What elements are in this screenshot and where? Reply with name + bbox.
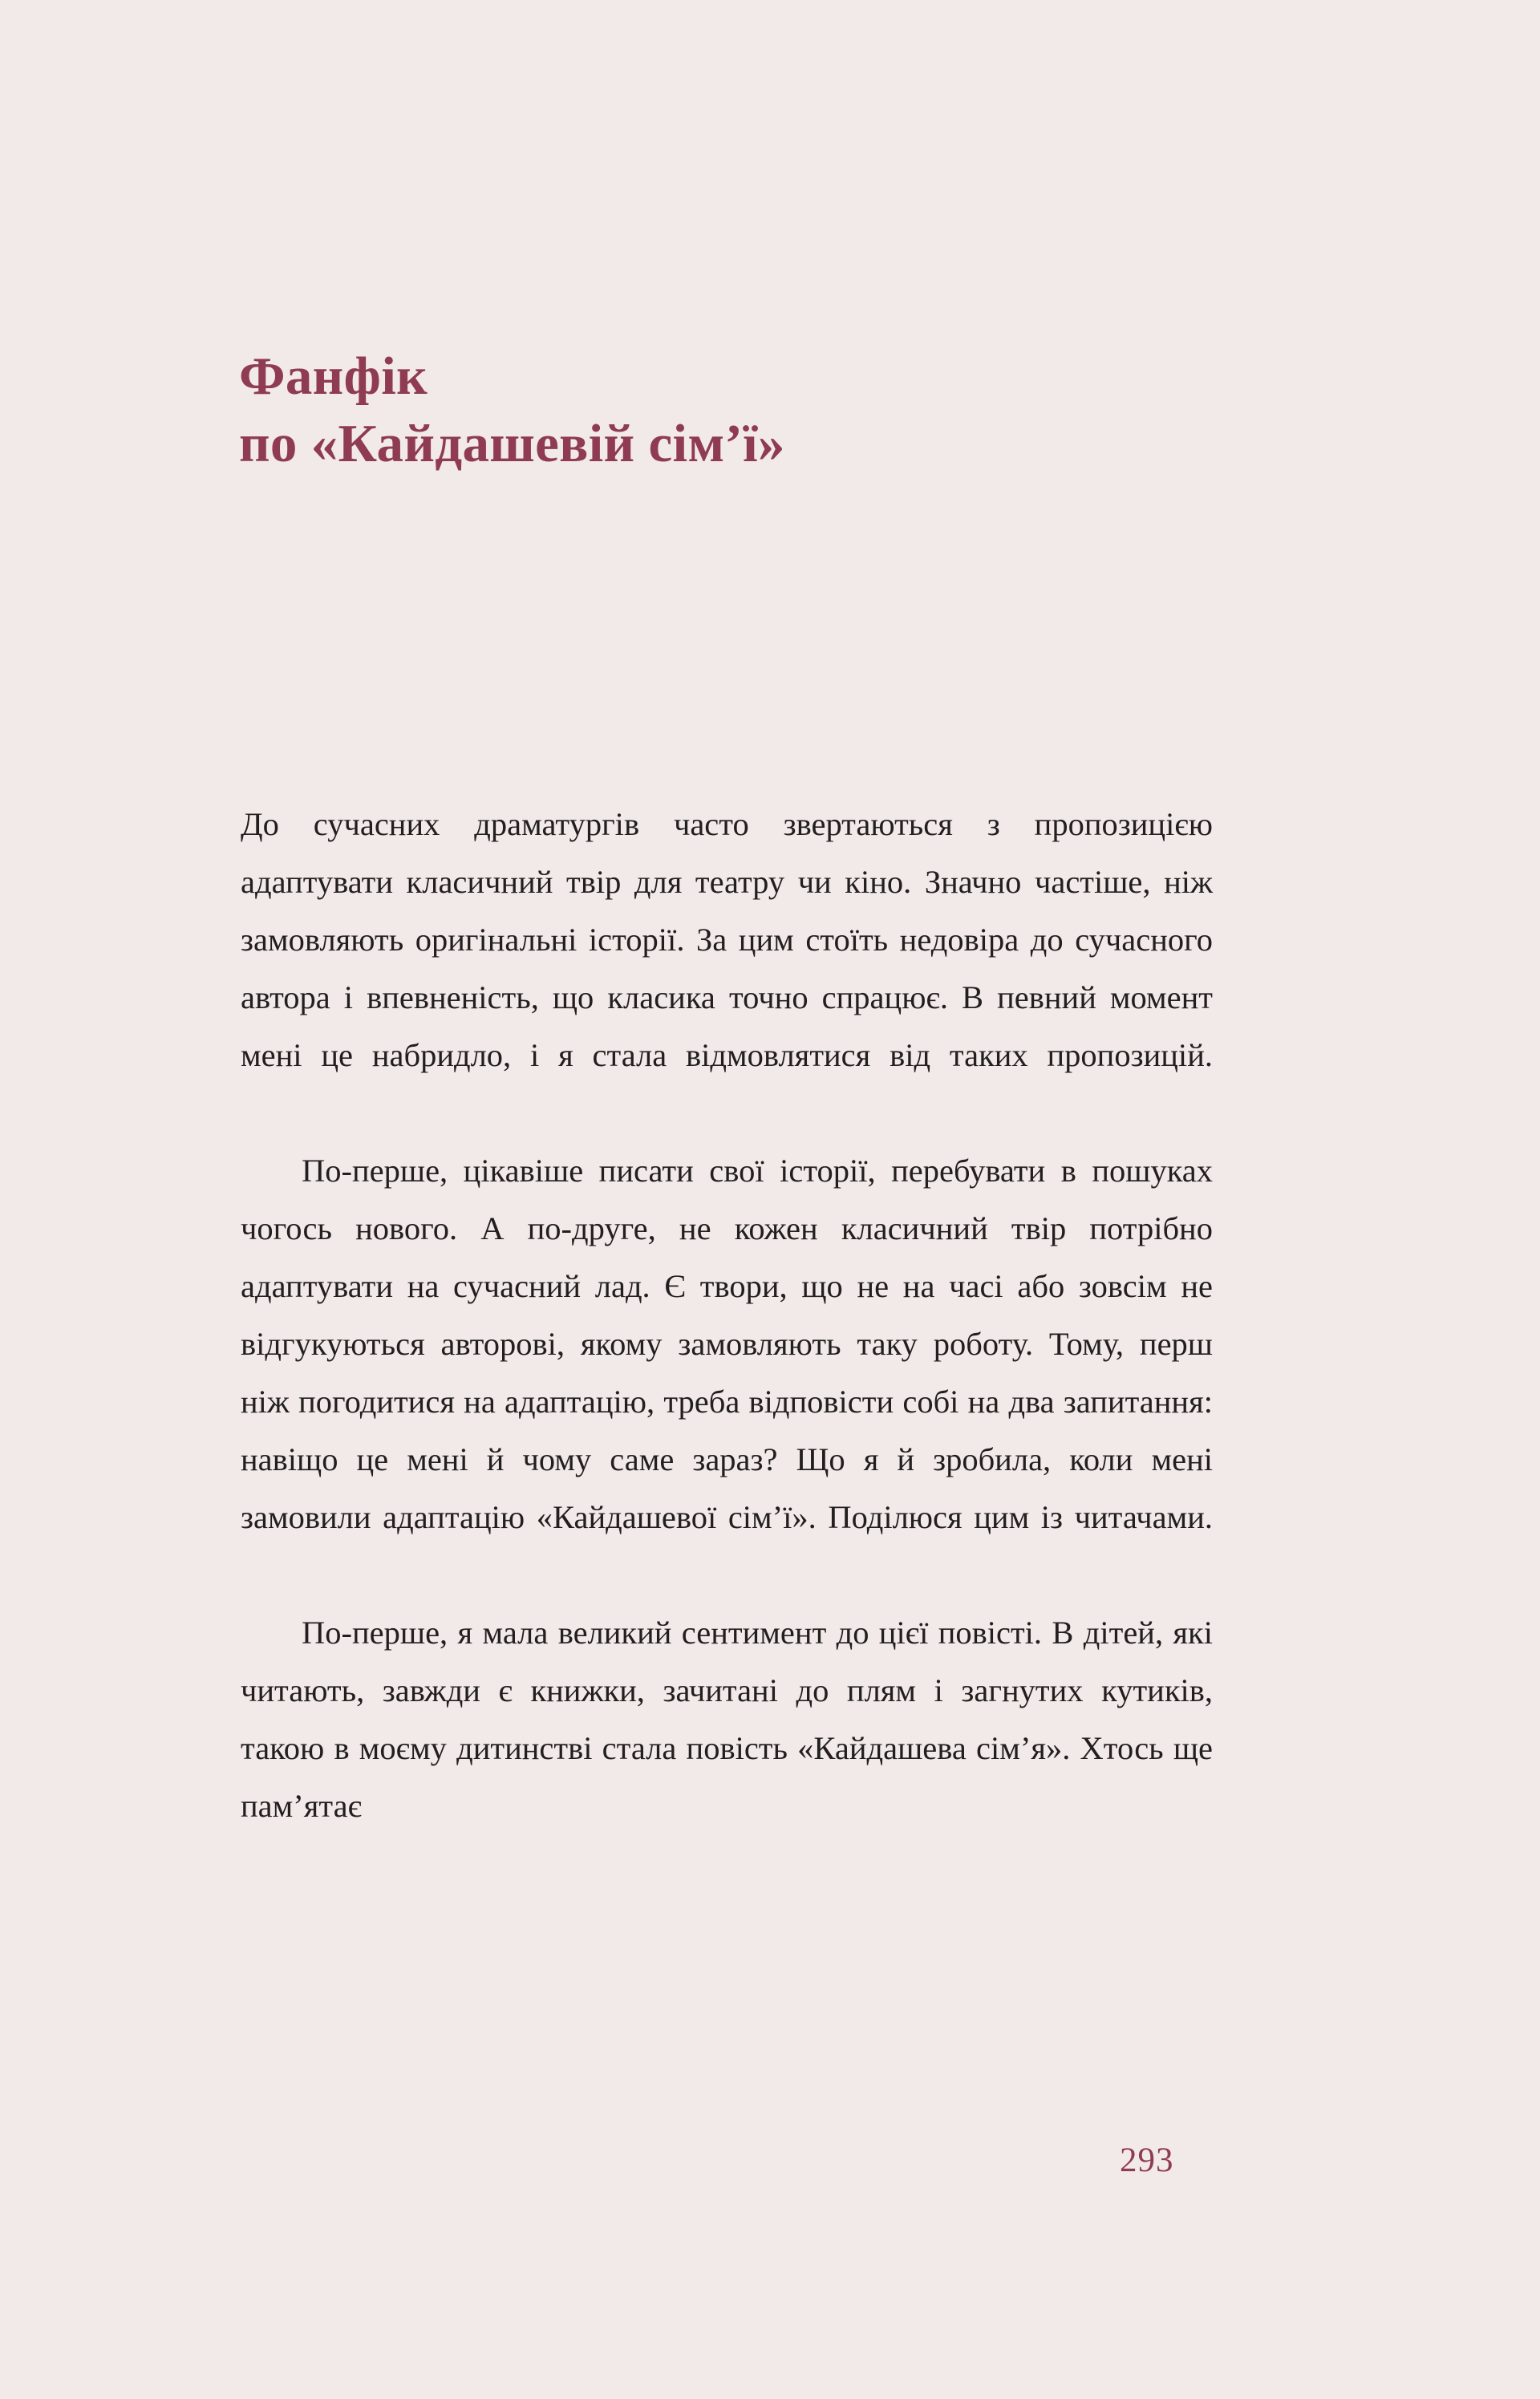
chapter-title-line-2: по «Кайдашевій сім’ї» [239,413,785,473]
paragraph-3: По-перше, я мала великий сентимент до цієї повісті. В дітей, які читають, завжди є книжки, зачитані до плям і загнутих кутиків, такою в моєму дитинстві стала повість «Кайдашева сім’я». Хтось ще пам’ятає [241,1615,1213,1824]
body-text [241,796,1213,1835]
chapter-title-line-1: Фанфік [239,346,428,406]
paragraph-2: По-перше, цікавіше писати свої історії, перебувати в пошуках чогось нового. А по-друге, не кожен класичний твір потрібно адаптувати на сучасний лад. Є твори, що не на часі або зовсім не відгукуються авторові, якому замовляють таку роботу. Тому, перш ніж погодитися на адаптацію, треба відповісти собі на два запитання: навіщо це мені й чому саме зараз? Що я й зробила, коли мені замовили адаптацію «Кайдашевої сім’ї». Поділюся цим із читачами. [241,1153,1213,1535]
page-number: 293 [1120,2142,1174,2179]
paragraph-1: До сучасних драматургів часто звертаються з пропозицією адаптувати класичний твір для театру чи кіно. Значно частіше, ніж замовляють оригінальні історії. За цим стоїть недовіра до сучасного автора і впевненість, що класика точно спрацює. В певний момент мені це набридло, і я стала відмовлятися від таких пропозицій. [241,806,1213,1073]
chapter-title [239,342,1234,477]
